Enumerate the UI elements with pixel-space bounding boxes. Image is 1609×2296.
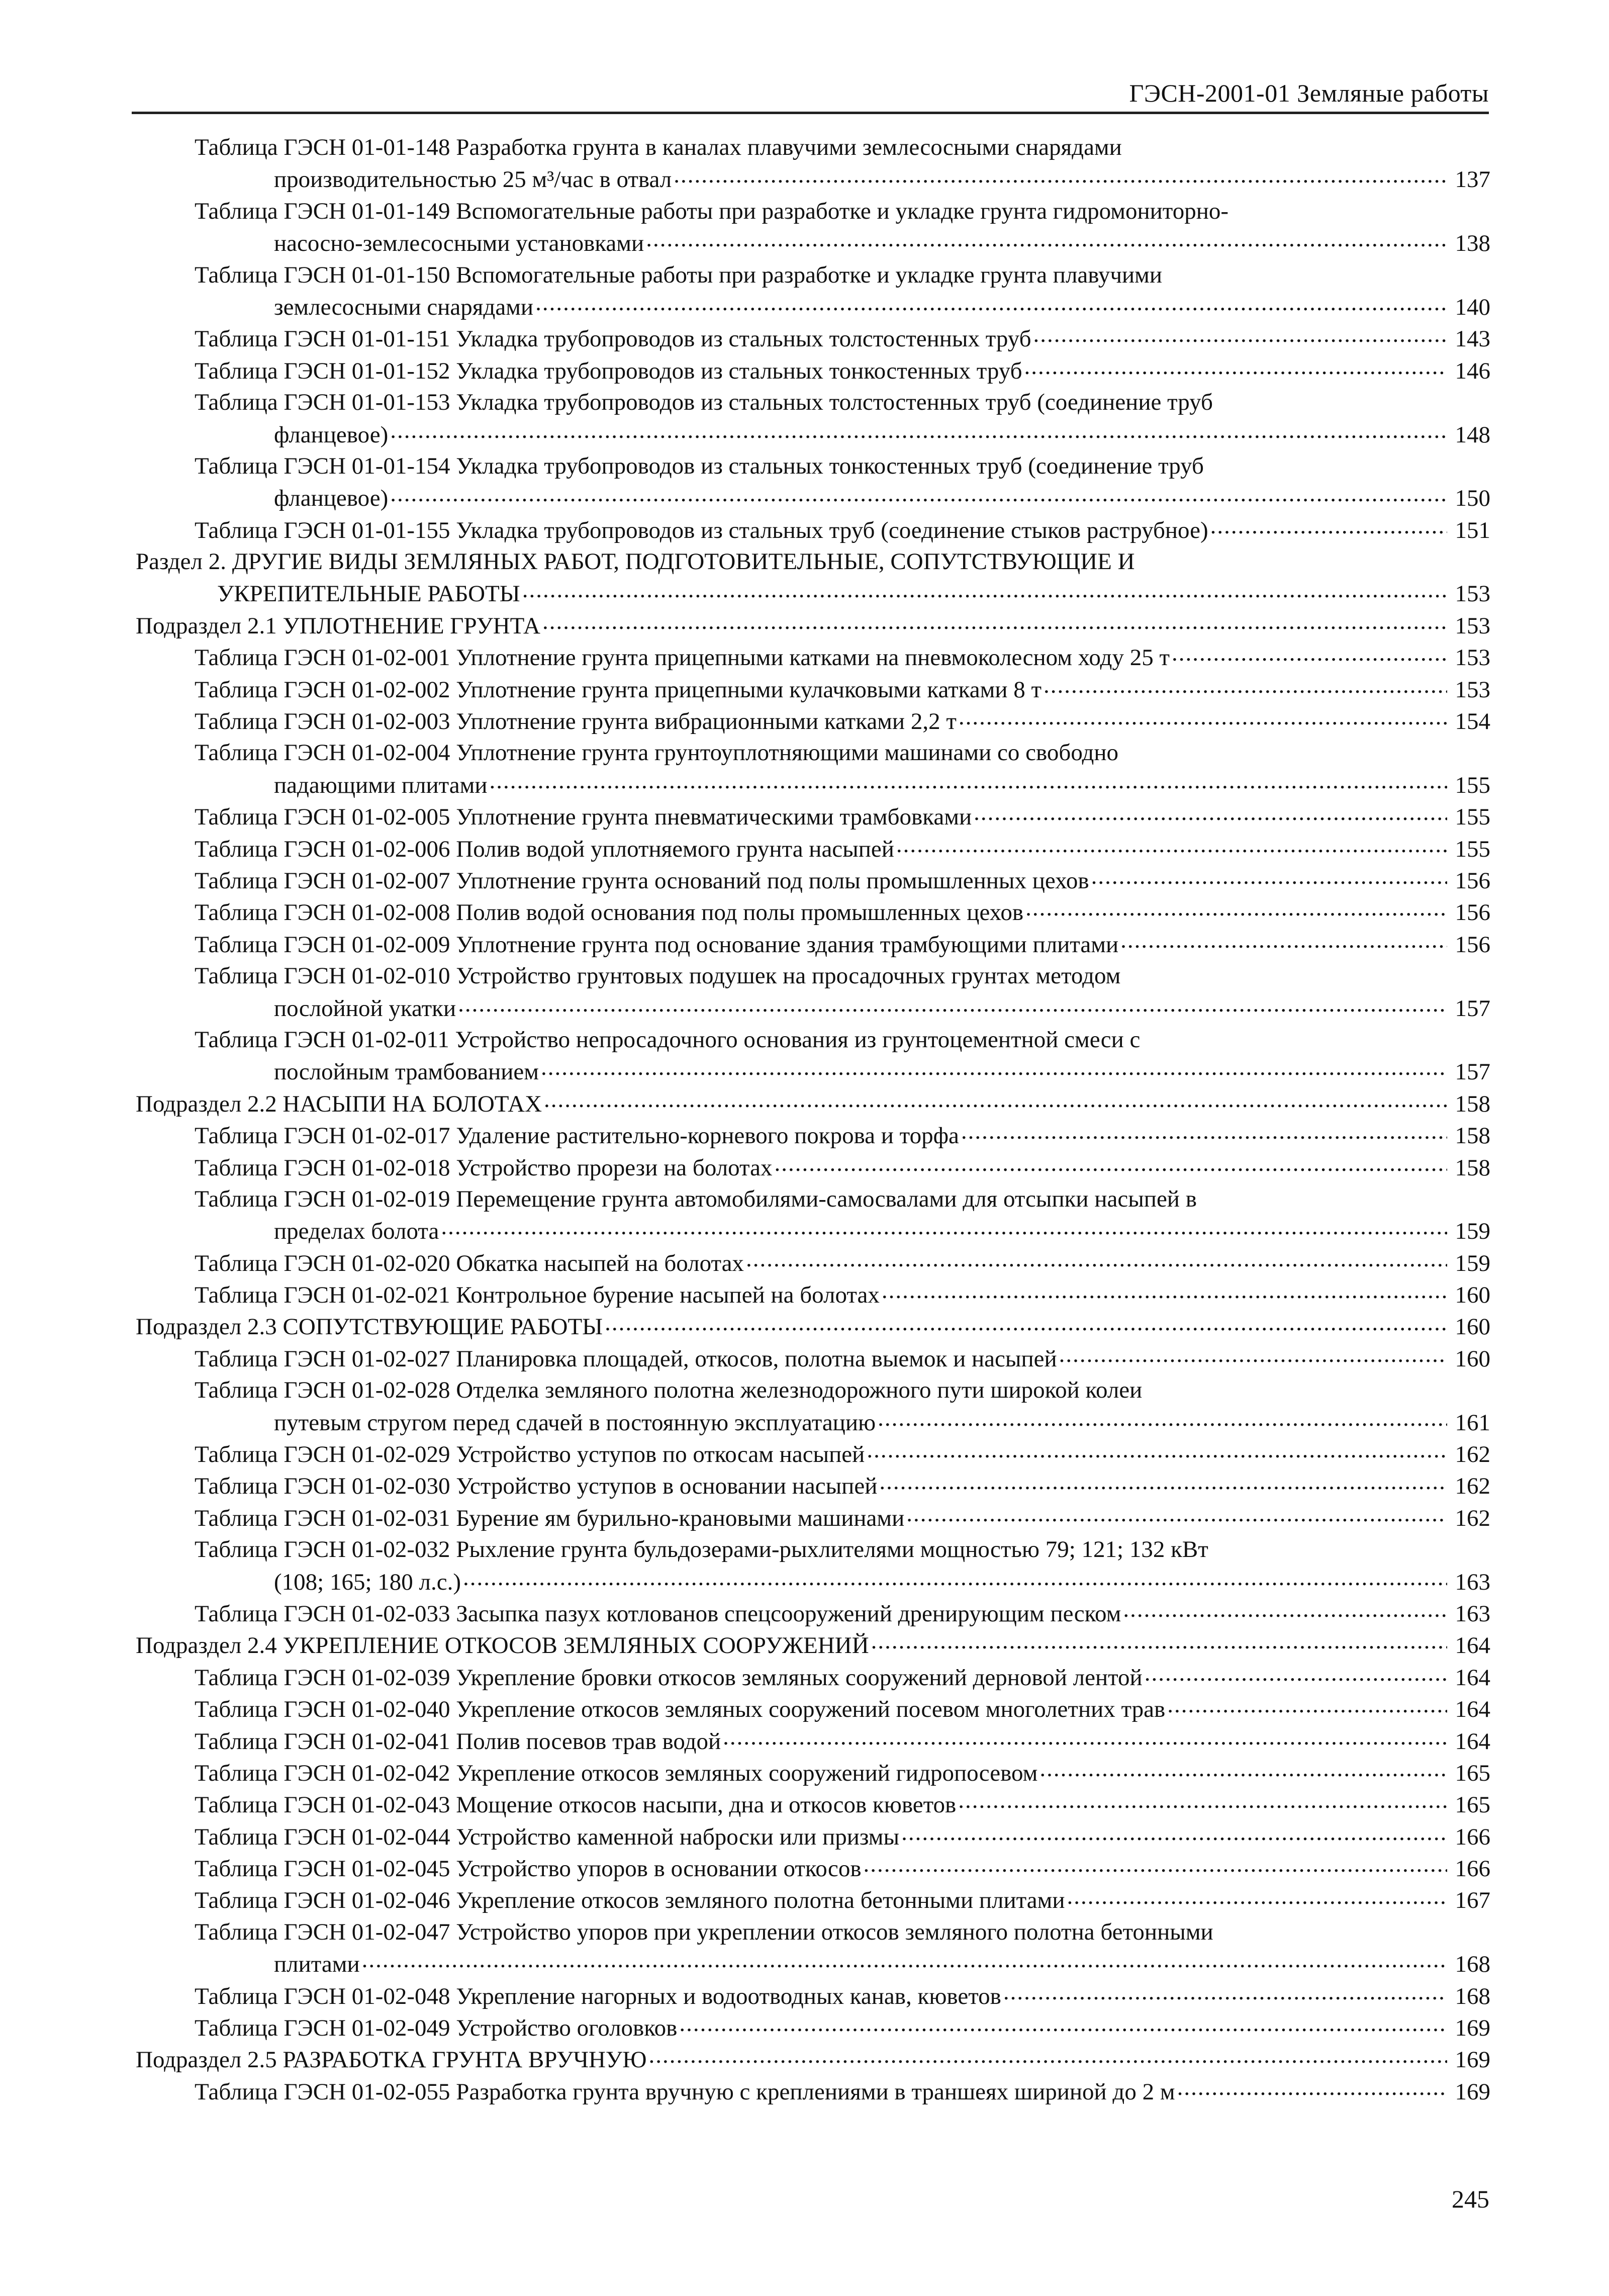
toc-entry-table <box>195 1853 1490 1884</box>
toc-line <box>136 578 1490 609</box>
toc-line <box>136 1088 1490 1120</box>
toc-page-number: 154 <box>1455 708 1490 735</box>
toc-page-number: 169 <box>1455 2047 1490 2073</box>
toc-page-number: 148 <box>1455 421 1490 448</box>
dot-leader <box>906 1502 1447 1526</box>
toc-title-text: Таблица ГЭСН 01-01-148 Разработка грунта в каналах плавучими землесосными снарядами <box>195 134 1122 160</box>
dot-leader <box>463 1566 1447 1590</box>
toc-line <box>195 132 1490 163</box>
dot-leader <box>1059 1343 1447 1366</box>
toc-entry-table <box>195 132 1490 196</box>
toc-page-number: 164 <box>1455 1696 1490 1723</box>
toc-page-number: 160 <box>1455 1282 1490 1309</box>
dot-leader <box>723 1725 1447 1749</box>
toc-title-text: Таблица ГЭСН 01-02-029 Устройство уступов по откосам насыпей <box>195 1441 865 1468</box>
dot-leader <box>878 1407 1447 1430</box>
toc-title-text: Таблица ГЭСН 01-02-011 Устройство непросадочного основания из грунтоцементной смеси с <box>195 1026 1141 1053</box>
dot-leader <box>961 1120 1447 1143</box>
toc-line <box>195 896 1490 928</box>
toc-title-text: Таблица ГЭСН 01-02-027 Планировка площадей, откосов, полотна выемок и насыпей <box>195 1345 1057 1372</box>
toc-title-text: Таблица ГЭСН 01-02-017 Удаление растительно-корневого покрова и торфа <box>195 1123 959 1149</box>
toc-title-text: Таблица ГЭСН 01-01-151 Укладка трубопроводов из стальных толстостенных труб <box>195 326 1031 352</box>
toc-entry-table <box>195 1884 1490 1916</box>
toc-line <box>195 1056 1490 1087</box>
toc-line <box>136 2044 1490 2075</box>
dot-leader <box>362 1948 1447 1972</box>
toc-entry-table <box>195 1374 1490 1438</box>
dot-leader <box>1177 2076 1447 2099</box>
toc-entry-table <box>195 1470 1490 1502</box>
toc-page-number: 165 <box>1455 1760 1490 1786</box>
toc-title-text: пределах болота <box>274 1218 439 1245</box>
toc-entry-table <box>195 1279 1490 1311</box>
toc-title-text: послойной укатки <box>274 995 456 1022</box>
toc-page-number: 151 <box>1455 517 1490 543</box>
toc-page-number: 158 <box>1455 1123 1490 1149</box>
toc-page-number: 166 <box>1455 1823 1490 1850</box>
toc-title-text: землесосными снарядами <box>274 294 534 320</box>
dot-leader <box>958 1789 1447 1812</box>
dot-leader <box>649 2044 1447 2067</box>
toc-entry-subsection <box>136 1088 1490 1120</box>
toc-title-text: Таблица ГЭСН 01-02-007 Уплотнение грунта оснований под полы промышленных цехов <box>195 867 1089 894</box>
toc-entry-table <box>195 2076 1490 2107</box>
toc-line <box>195 1279 1490 1311</box>
toc-line <box>195 1693 1490 1725</box>
toc-line <box>136 546 1490 578</box>
toc-title-text: Таблица ГЭСН 01-01-153 Укладка трубопроводов из стальных толстостенных труб (соединение труб <box>195 389 1213 416</box>
toc-line <box>195 1374 1490 1406</box>
toc-entry-table <box>195 737 1490 801</box>
dot-leader <box>541 1056 1447 1079</box>
toc-page-number: 160 <box>1455 1345 1490 1372</box>
dot-leader <box>458 992 1447 1016</box>
toc-line <box>195 387 1490 418</box>
toc-page-number: 167 <box>1455 1887 1490 1914</box>
dot-leader <box>1033 323 1447 346</box>
toc-page-number: 146 <box>1455 357 1490 384</box>
toc-line <box>195 259 1490 291</box>
dot-leader <box>746 1247 1447 1271</box>
toc-title-text: Подраздел 2.4 УКРЕПЛЕНИЕ ОТКОСОВ ЗЕМЛЯНЫХ СООРУЖЕНИЙ <box>136 1632 869 1659</box>
toc-page-number: 143 <box>1455 326 1490 352</box>
toc-line <box>195 1470 1490 1502</box>
toc-entry-section <box>136 546 1490 610</box>
toc-entry-table <box>195 1120 1490 1151</box>
toc-page-number: 150 <box>1455 485 1490 512</box>
toc-entry-table <box>195 1693 1490 1725</box>
toc-title-text: Таблица ГЭСН 01-02-032 Рыхление грунта бульдозерами-рыхлителями мощностью 79; 121; 132 кВт <box>195 1536 1208 1563</box>
toc-title-text: плитами <box>274 1951 360 1978</box>
toc-page-number: 158 <box>1455 1090 1490 1117</box>
toc-entry-table <box>195 833 1490 865</box>
toc-line <box>195 227 1490 259</box>
toc-line <box>195 323 1490 354</box>
header-title: ГЭСН-2001-01 Земляные работы <box>1129 79 1489 107</box>
toc-entry-table <box>195 705 1490 737</box>
toc-line <box>195 163 1490 195</box>
dot-leader <box>1044 674 1447 697</box>
toc-entry-table <box>195 450 1490 514</box>
toc-title-text: падающими плитами <box>274 772 488 798</box>
dot-leader <box>879 1470 1447 1494</box>
toc-page-number: 162 <box>1455 1505 1490 1531</box>
toc-entry-table <box>195 1183 1490 1247</box>
toc-page-number: 163 <box>1455 1569 1490 1595</box>
toc-entry-subsection <box>136 1311 1490 1342</box>
toc-line <box>195 1152 1490 1183</box>
toc-page-number: 159 <box>1455 1218 1490 1245</box>
toc-line <box>195 355 1490 387</box>
toc-title-text: Таблица ГЭСН 01-02-048 Укрепление нагорных и водоотводных канав, кюветов <box>195 1983 1001 2009</box>
toc-line <box>195 769 1490 801</box>
dot-leader <box>646 227 1447 251</box>
dot-leader <box>1167 1693 1447 1717</box>
toc-entry-table <box>195 960 1490 1024</box>
toc-entry-subsection <box>136 610 1490 641</box>
toc-line <box>195 1598 1490 1629</box>
toc-entry-subsection <box>136 1629 1490 1661</box>
toc-page-number: 168 <box>1455 1951 1490 1978</box>
toc-entry-table <box>195 259 1490 323</box>
toc-title-text: Таблица ГЭСН 01-02-006 Полив водой уплотняемого грунта насыпей <box>195 836 894 862</box>
toc-line <box>195 1566 1490 1598</box>
dot-leader <box>522 578 1447 601</box>
toc-title-text: фланцевое) <box>274 485 389 512</box>
toc-line <box>195 1407 1490 1438</box>
toc-line <box>195 737 1490 769</box>
toc-line <box>136 1311 1490 1342</box>
toc-title-text: Таблица ГЭСН 01-02-046 Укрепление откосов земляного полотна бетонными плитами <box>195 1887 1065 1914</box>
toc-page-number: 161 <box>1455 1409 1490 1436</box>
toc-line <box>195 705 1490 737</box>
toc-entry-table <box>195 387 1490 450</box>
toc-title-text: производительностью 25 м³/час в отвал <box>274 166 672 193</box>
toc-title-text: Таблица ГЭСН 01-02-049 Устройство оголовков <box>195 2015 678 2042</box>
dot-leader <box>390 482 1447 506</box>
toc-title-text: послойным трамбованием <box>274 1059 539 1085</box>
dot-leader <box>674 163 1447 187</box>
toc-title-text: Таблица ГЭСН 01-02-047 Устройство упоров при укреплении откосов земляного полотна бетонными <box>195 1918 1213 1945</box>
toc-entry-table <box>195 865 1490 896</box>
toc-title-text: Таблица ГЭСН 01-01-155 Укладка трубопроводов из стальных труб (соединение стыков раструбное) <box>195 517 1208 543</box>
toc-title-text: Таблица ГЭСН 01-02-030 Устройство уступов в основании насыпей <box>195 1473 878 1500</box>
toc-entry-table <box>195 323 1490 354</box>
toc-page-number: 155 <box>1455 804 1490 831</box>
toc-line <box>195 801 1490 833</box>
dot-leader <box>775 1152 1447 1175</box>
toc-page-number: 155 <box>1455 836 1490 862</box>
dot-leader <box>867 1438 1447 1462</box>
toc-entry-table <box>195 929 1490 960</box>
toc-page-number: 169 <box>1455 2078 1490 2105</box>
toc-page-number: 168 <box>1455 1983 1490 2009</box>
toc-title-text: Таблица ГЭСН 01-02-010 Устройство грунтовых подушек на просадочных грунтах методом <box>195 963 1121 989</box>
toc-title-text: Таблица ГЭСН 01-02-039 Укрепление бровки откосов земляных сооружений дерновой лентой <box>195 1664 1143 1691</box>
toc-line <box>136 610 1490 641</box>
toc-title-text: Таблица ГЭСН 01-02-045 Устройство упоров в основании откосов <box>195 1856 862 1882</box>
toc-line <box>195 1821 1490 1853</box>
toc-line <box>195 1916 1490 1948</box>
toc-entry-table <box>195 801 1490 833</box>
toc-line <box>195 1853 1490 1884</box>
toc-title-text: Таблица ГЭСН 01-01-152 Укладка трубопроводов из стальных тонкостенных труб <box>195 357 1022 384</box>
dot-leader <box>1172 641 1447 665</box>
toc-title-text: Таблица ГЭСН 01-02-020 Обкатка насыпей на болотах <box>195 1250 744 1276</box>
toc-title-text: Таблица ГЭСН 01-02-018 Устройство прорези на болотах <box>195 1154 773 1181</box>
toc-page-number: 162 <box>1455 1473 1490 1500</box>
toc-line <box>136 1629 1490 1661</box>
toc-title-text: Таблица ГЭСН 01-02-028 Отделка земляного полотна железнодорожного пути широкой колеи <box>195 1377 1143 1404</box>
toc-line <box>195 1438 1490 1470</box>
toc-line <box>195 1884 1490 1916</box>
toc-line <box>195 1948 1490 1980</box>
toc-entry-table <box>195 641 1490 673</box>
toc-entry-table <box>195 1598 1490 1629</box>
toc-entry-table <box>195 1916 1490 1980</box>
toc-entry-table <box>195 1662 1490 1693</box>
toc-title-text: Раздел 2. ДРУГИЕ ВИДЫ ЗЕМЛЯНЫХ РАБОТ, ПОДГОТОВИТЕЛЬНЫЕ, СОПУТСТВУЮЩИЕ И <box>136 548 1135 575</box>
toc-title-text: Таблица ГЭСН 01-02-042 Укрепление откосов земляных сооружений гидропосевом <box>195 1760 1038 1786</box>
dot-leader <box>901 1821 1447 1845</box>
toc-title-text: Таблица ГЭСН 01-02-019 Перемещение грунта автомобилями-самосвалами для отсыпки насыпей в <box>195 1185 1197 1212</box>
toc-line <box>195 865 1490 896</box>
toc-title-text: насосно-землесосными установками <box>274 230 644 257</box>
toc-page-number: 155 <box>1455 772 1490 798</box>
dot-leader <box>1123 1598 1447 1621</box>
dot-leader <box>441 1215 1447 1239</box>
toc-title-text: Подраздел 2.3 СОПУТСТВУЮЩИЕ РАБОТЫ <box>136 1314 603 1340</box>
dot-leader <box>544 1088 1447 1112</box>
dot-leader <box>871 1629 1447 1653</box>
toc-line <box>195 1725 1490 1757</box>
toc-page-number: 153 <box>1455 581 1490 607</box>
toc-line <box>195 1024 1490 1056</box>
toc-line <box>195 1120 1490 1151</box>
toc-title-text: Подраздел 2.1 УПЛОТНЕНИЕ ГРУНТА <box>136 612 540 639</box>
toc-line <box>195 1534 1490 1566</box>
toc-title-text: УКРЕПИТЕЛЬНЫЕ РАБОТЫ <box>217 581 520 607</box>
toc-title-text: Таблица ГЭСН 01-02-003 Уплотнение грунта вибрационными катками 2,2 т <box>195 708 957 735</box>
dot-leader <box>1024 355 1447 379</box>
toc-page-number: 164 <box>1455 1664 1490 1691</box>
toc-title-text: путевым стругом перед сдачей в постоянную эксплуатацию <box>274 1409 876 1436</box>
toc-page-number: 158 <box>1455 1154 1490 1181</box>
toc-line <box>195 2076 1490 2107</box>
toc-title-text: Таблица ГЭСН 01-02-041 Полив посевов трав водой <box>195 1728 721 1755</box>
toc-entry-table <box>195 1152 1490 1183</box>
toc-entry-table <box>195 1502 1490 1534</box>
dot-leader <box>1120 929 1447 952</box>
toc-title-text: Таблица ГЭСН 01-01-149 Вспомогательные работы при разработке и укладке грунта гидромониторно- <box>195 198 1229 224</box>
toc-line <box>195 2012 1490 2044</box>
toc-title-text: Таблица ГЭСН 01-02-005 Уплотнение грунта пневматическими трамбовками <box>195 804 972 831</box>
dot-leader <box>974 801 1447 824</box>
toc-line <box>195 514 1490 546</box>
dot-leader <box>959 705 1447 729</box>
toc-title-text: Подраздел 2.5 РАЗРАБОТКА ГРУНТА ВРУЧНУЮ <box>136 2047 647 2073</box>
toc-entry-table <box>195 1725 1490 1757</box>
toc-page-number: 157 <box>1455 1059 1490 1085</box>
toc-entry-table <box>195 1438 1490 1470</box>
toc-title-text: Таблица ГЭСН 01-02-008 Полив водой основания под полы промышленных цехов <box>195 899 1024 926</box>
toc-title-text: Таблица ГЭСН 01-01-150 Вспомогательные работы при разработке и укладке грунта плавучими <box>195 261 1163 288</box>
toc-title-text: (108; 165; 180 л.с.) <box>274 1569 461 1595</box>
toc-page-number: 153 <box>1455 612 1490 639</box>
toc-page-number: 138 <box>1455 230 1490 257</box>
running-header <box>132 74 1489 114</box>
dot-leader <box>1003 1980 1447 2004</box>
toc-page-number: 162 <box>1455 1441 1490 1468</box>
toc-line <box>195 1789 1490 1820</box>
toc-entry-table <box>195 355 1490 387</box>
dot-leader <box>1145 1662 1447 1685</box>
toc-line <box>195 960 1490 992</box>
toc-entry-table <box>195 514 1490 546</box>
toc-page-number: 156 <box>1455 867 1490 894</box>
dot-leader <box>1091 865 1447 888</box>
toc-line <box>195 833 1490 865</box>
dot-leader <box>1039 1757 1447 1781</box>
toc-line <box>195 196 1490 227</box>
toc-title-text: Таблица ГЭСН 01-02-043 Мощение откосов насыпи, дна и откосов кюветов <box>195 1792 957 1818</box>
toc-title-text: Таблица ГЭСН 01-02-021 Контрольное бурение насыпей на болотах <box>195 1282 880 1309</box>
dot-leader <box>1025 896 1447 920</box>
toc-line <box>195 674 1490 705</box>
toc-page-number: 159 <box>1455 1250 1490 1276</box>
page-number: 245 <box>1452 2185 1489 2213</box>
dot-leader <box>535 291 1447 315</box>
toc-entry-table <box>195 1534 1490 1598</box>
toc-line <box>195 1183 1490 1215</box>
toc-line <box>195 482 1490 514</box>
dot-leader <box>1067 1884 1447 1908</box>
toc-page-number: 156 <box>1455 899 1490 926</box>
dot-leader <box>1210 514 1447 538</box>
toc-page-number: 137 <box>1455 166 1490 193</box>
toc-title-text: Таблица ГЭСН 01-02-040 Укрепление откосов земляных сооружений посевом многолетних трав <box>195 1696 1166 1723</box>
toc-entry-table <box>195 1980 1490 2012</box>
toc-page-number: 140 <box>1455 294 1490 320</box>
toc-entry-table <box>195 1757 1490 1789</box>
toc-entry-table <box>195 1024 1490 1088</box>
toc-page-number: 157 <box>1455 995 1490 1022</box>
toc-entry-table <box>195 196 1490 259</box>
toc-line <box>195 1757 1490 1789</box>
toc-entry-subsection <box>136 2044 1490 2075</box>
toc-title-text: Таблица ГЭСН 01-02-033 Засыпка пазух котлованов спецсооружений дренирующим песком <box>195 1600 1121 1627</box>
toc-line <box>195 450 1490 482</box>
toc-line <box>195 1662 1490 1693</box>
toc-page-number: 153 <box>1455 645 1490 671</box>
dot-leader <box>542 610 1447 633</box>
dot-leader <box>605 1311 1447 1334</box>
toc-title-text: Подраздел 2.2 НАСЫПИ НА БОЛОТАХ <box>136 1090 542 1117</box>
toc-entry-table <box>195 1821 1490 1853</box>
toc-page-number: 156 <box>1455 931 1490 958</box>
toc-line <box>195 641 1490 673</box>
toc-line <box>195 1502 1490 1534</box>
toc-line <box>195 291 1490 323</box>
toc-title-text: Таблица ГЭСН 01-01-154 Укладка трубопроводов из стальных тонкостенных труб (соединение труб <box>195 452 1204 479</box>
table-of-contents <box>136 132 1490 2107</box>
toc-page-number: 169 <box>1455 2015 1490 2042</box>
toc-line <box>195 1343 1490 1374</box>
toc-page-number: 153 <box>1455 676 1490 703</box>
toc-title-text: Таблица ГЭСН 01-02-055 Разработка грунта вручную с креплениями в траншеях шириной до 2 м <box>195 2078 1175 2105</box>
dot-leader <box>490 769 1447 793</box>
toc-page-number: 160 <box>1455 1314 1490 1340</box>
dot-leader <box>882 1279 1447 1303</box>
toc-line <box>195 1247 1490 1279</box>
dot-leader <box>896 833 1447 857</box>
dot-leader <box>864 1853 1447 1876</box>
dot-leader <box>390 419 1447 442</box>
toc-line <box>195 1980 1490 2012</box>
toc-page-number: 166 <box>1455 1856 1490 1882</box>
toc-title-text: Таблица ГЭСН 01-02-002 Уплотнение грунта прицепными кулачковыми катками 8 т <box>195 676 1042 703</box>
toc-title-text: Таблица ГЭСН 01-02-001 Уплотнение грунта прицепными катками на пневмоколесном ходу 25 т <box>195 645 1170 671</box>
toc-title-text: Таблица ГЭСН 01-02-004 Уплотнение грунта грунтоуплотняющими машинами со свободно <box>195 740 1119 766</box>
toc-title-text: фланцевое) <box>274 421 389 448</box>
toc-page-number: 163 <box>1455 1600 1490 1627</box>
toc-entry-table <box>195 1343 1490 1374</box>
toc-title-text: Таблица ГЭСН 01-02-044 Устройство каменной наброски или призмы <box>195 1823 900 1850</box>
toc-title-text: Таблица ГЭСН 01-02-031 Бурение ям бурильно-крановыми машинами <box>195 1505 905 1531</box>
toc-entry-table <box>195 674 1490 705</box>
toc-page-number: 164 <box>1455 1728 1490 1755</box>
toc-page-number: 165 <box>1455 1792 1490 1818</box>
toc-entry-table <box>195 2012 1490 2044</box>
toc-entry-table <box>195 1247 1490 1279</box>
toc-line <box>195 929 1490 960</box>
dot-leader <box>679 2012 1447 2036</box>
toc-line <box>195 419 1490 450</box>
toc-line <box>195 992 1490 1024</box>
toc-entry-table <box>195 896 1490 928</box>
toc-entry-table <box>195 1789 1490 1820</box>
toc-page-number: 164 <box>1455 1632 1490 1659</box>
toc-title-text: Таблица ГЭСН 01-02-009 Уплотнение грунта под основание здания трамбующими плитами <box>195 931 1119 958</box>
toc-line <box>195 1215 1490 1247</box>
